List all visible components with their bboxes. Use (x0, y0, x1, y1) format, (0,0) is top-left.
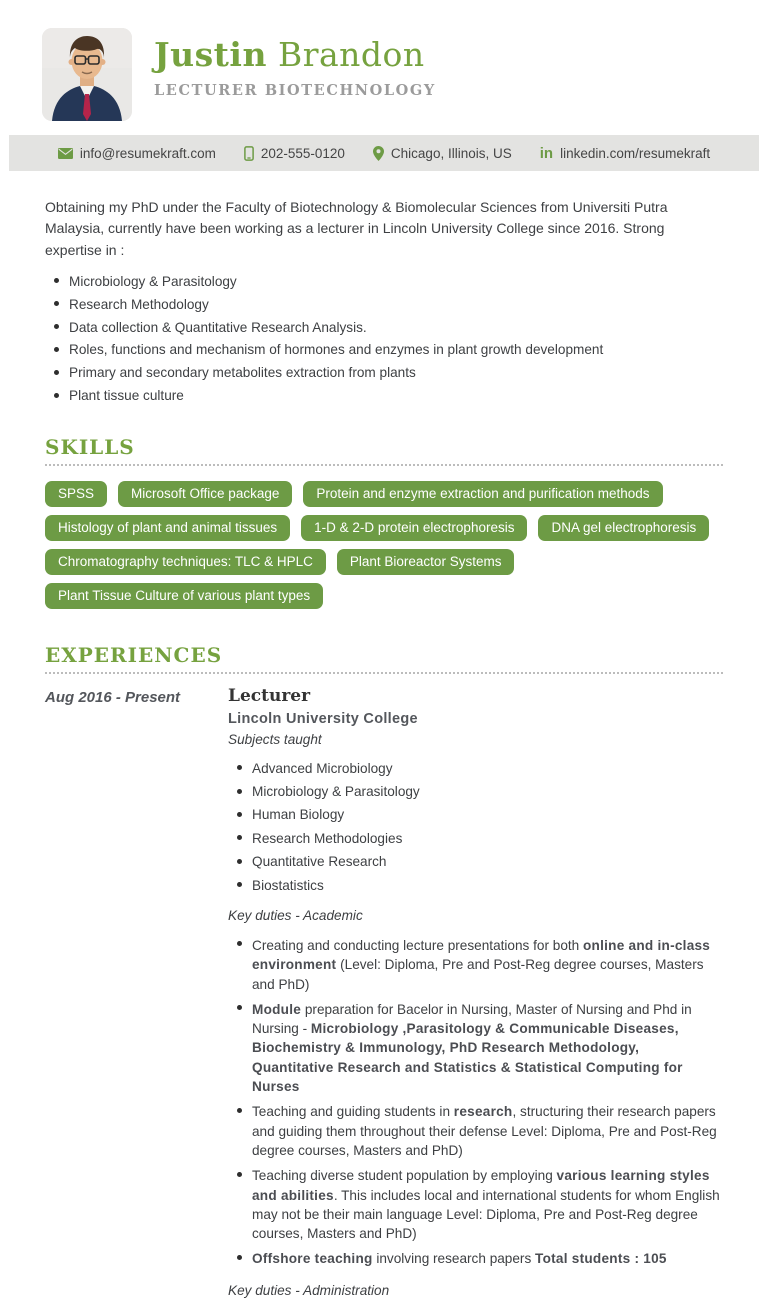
academic-duties-list (228, 936, 723, 1269)
text-segment: Teaching and guiding students in (252, 1104, 454, 1120)
summary-bullet: Primary and secondary metabolites extraction from plants (45, 364, 723, 381)
location-pin-icon (373, 146, 384, 161)
text-segment: Creating and conducting lecture presentations for both (252, 937, 583, 953)
academic-duty-item (228, 1166, 723, 1243)
skill-pill: SPSS (45, 481, 107, 507)
academic-duty-item (228, 936, 723, 994)
key-duties-administration-label: Key duties - Administration (228, 1282, 390, 1298)
contact-email-text: info@resumekraft.com (79, 145, 216, 161)
skill-pill: Chromatography techniques: TLC & HPLC (45, 549, 326, 575)
contact-linkedin-text: linkedin.com/resumekraft (560, 145, 711, 161)
linkedin-icon: in (539, 144, 554, 162)
summary-bullet: Plant tissue culture (45, 387, 723, 404)
text-segment: (Level: Diploma, Pre and Post-Reg degree courses, Masters and PhD) (252, 957, 704, 992)
section-divider (45, 672, 723, 674)
summary-paragraph: Obtaining my PhD under the Faculty of Biotechnology & Biomolecular Sciences from Universiti Putra Malaysia, currently have been working as a lecturer in Lincoln University College since 2016. Strong expertise in : (45, 199, 668, 258)
skill-pill: Plant Bioreactor Systems (337, 549, 515, 575)
experience-entry (45, 686, 723, 1298)
summary-bullet: Roles, functions and mechanism of hormones and enzymes in plant growth development (45, 341, 723, 358)
contact-linkedin[interactable] (540, 146, 710, 161)
subjects-taught-label: Subjects taught (228, 731, 322, 747)
subject-item: Quantitative Research (228, 853, 723, 870)
subject-item: Advanced Microbiology (228, 760, 723, 777)
job-title: LECTURER BIOTECHNOLOGY (154, 82, 436, 100)
skill-pill: Protein and enzyme extraction and purification methods (303, 481, 662, 507)
text-segment: preparation for Bacelor in Nursing, Master of Nursing and Phd in Nursing - (252, 1001, 692, 1037)
first-name: Justin (154, 35, 267, 74)
skills-section (45, 435, 723, 609)
skill-pill: Histology of plant and animal tissues (45, 515, 290, 541)
skills-section-title: SKILLS (45, 434, 135, 459)
text-segment: , structuring their research papers and guiding them throughout their defense Level: Diploma, Pre and Post-Reg degree courses, Masters and PhD) (252, 1104, 717, 1158)
subject-item: Research Methodologies (228, 830, 723, 847)
experience-role: Lecturer (228, 685, 311, 706)
last-name: Brandon (277, 35, 425, 74)
bold-text-segment: Total students : 105 (535, 1251, 667, 1267)
bold-text-segment: Microbiology ,Parasitology & Communicable Diseases, Biochemistry & Immunology, PhD Research Methodology, Quantitative Research and Statistics & Statistical Computing for Nurses (252, 1021, 683, 1095)
bold-text-segment: Offshore teaching (252, 1251, 373, 1267)
academic-duty-item (228, 1102, 723, 1160)
skill-pill: Plant Tissue Culture of various plant types (45, 583, 323, 609)
person-name (154, 37, 436, 73)
bold-text-segment: various learning styles and abilities (252, 1168, 710, 1203)
summary-bullet: Data collection & Quantitative Research Analysis. (45, 319, 723, 336)
text-segment: . This includes local and international students for whom English may not be their main language Level: Diploma, Pre and Post-Reg degree courses, Masters and PhD) (252, 1187, 720, 1242)
experiences-section (45, 643, 723, 1298)
summary-section (45, 197, 723, 405)
subject-item: Microbiology & Parasitology (228, 783, 723, 800)
academic-duty-item (228, 1000, 723, 1096)
subject-item: Human Biology (228, 806, 723, 823)
text-segment: involving research papers (372, 1251, 536, 1267)
bold-text-segment: online and in-class environment (252, 937, 711, 973)
contact-phone[interactable] (244, 146, 345, 161)
subjects-list (228, 760, 723, 894)
phone-icon (244, 146, 254, 161)
resume-body (0, 171, 768, 1298)
key-duties-academic-label: Key duties - Academic (228, 907, 363, 923)
profile-photo (42, 28, 132, 121)
experiences-section-title: EXPERIENCES (45, 642, 223, 667)
summary-bullet-list (45, 273, 723, 405)
experience-company: Lincoln University College (228, 710, 418, 727)
summary-bullet: Research Methodology (45, 296, 723, 313)
contact-location-text: Chicago, Illinois, US (390, 145, 512, 161)
email-icon (58, 148, 73, 159)
subject-item: Biostatistics (228, 877, 723, 894)
section-divider (45, 464, 723, 466)
experience-details (228, 686, 723, 1298)
experience-date-range: Aug 2016 - Present (45, 688, 181, 706)
skill-pill: 1-D & 2-D protein electrophoresis (301, 515, 527, 541)
academic-duty-item (228, 1249, 723, 1268)
profile-photo-illustration (42, 28, 132, 121)
contact-phone-text: 202-555-0120 (260, 145, 345, 161)
skill-pill: Microsoft Office package (118, 481, 292, 507)
text-segment: Teaching diverse student population by employing (252, 1168, 557, 1184)
bold-text-segment: research (453, 1104, 513, 1120)
contact-email[interactable] (58, 146, 216, 161)
summary-bullet: Microbiology & Parasitology (45, 273, 723, 290)
skill-pill: DNA gel electrophoresis (538, 515, 709, 541)
contact-location[interactable] (373, 146, 512, 161)
skills-pill-list (45, 481, 723, 609)
name-block (154, 28, 436, 99)
resume-header (0, 0, 768, 135)
contact-bar (9, 135, 759, 171)
bold-text-segment: Module (252, 1001, 302, 1017)
